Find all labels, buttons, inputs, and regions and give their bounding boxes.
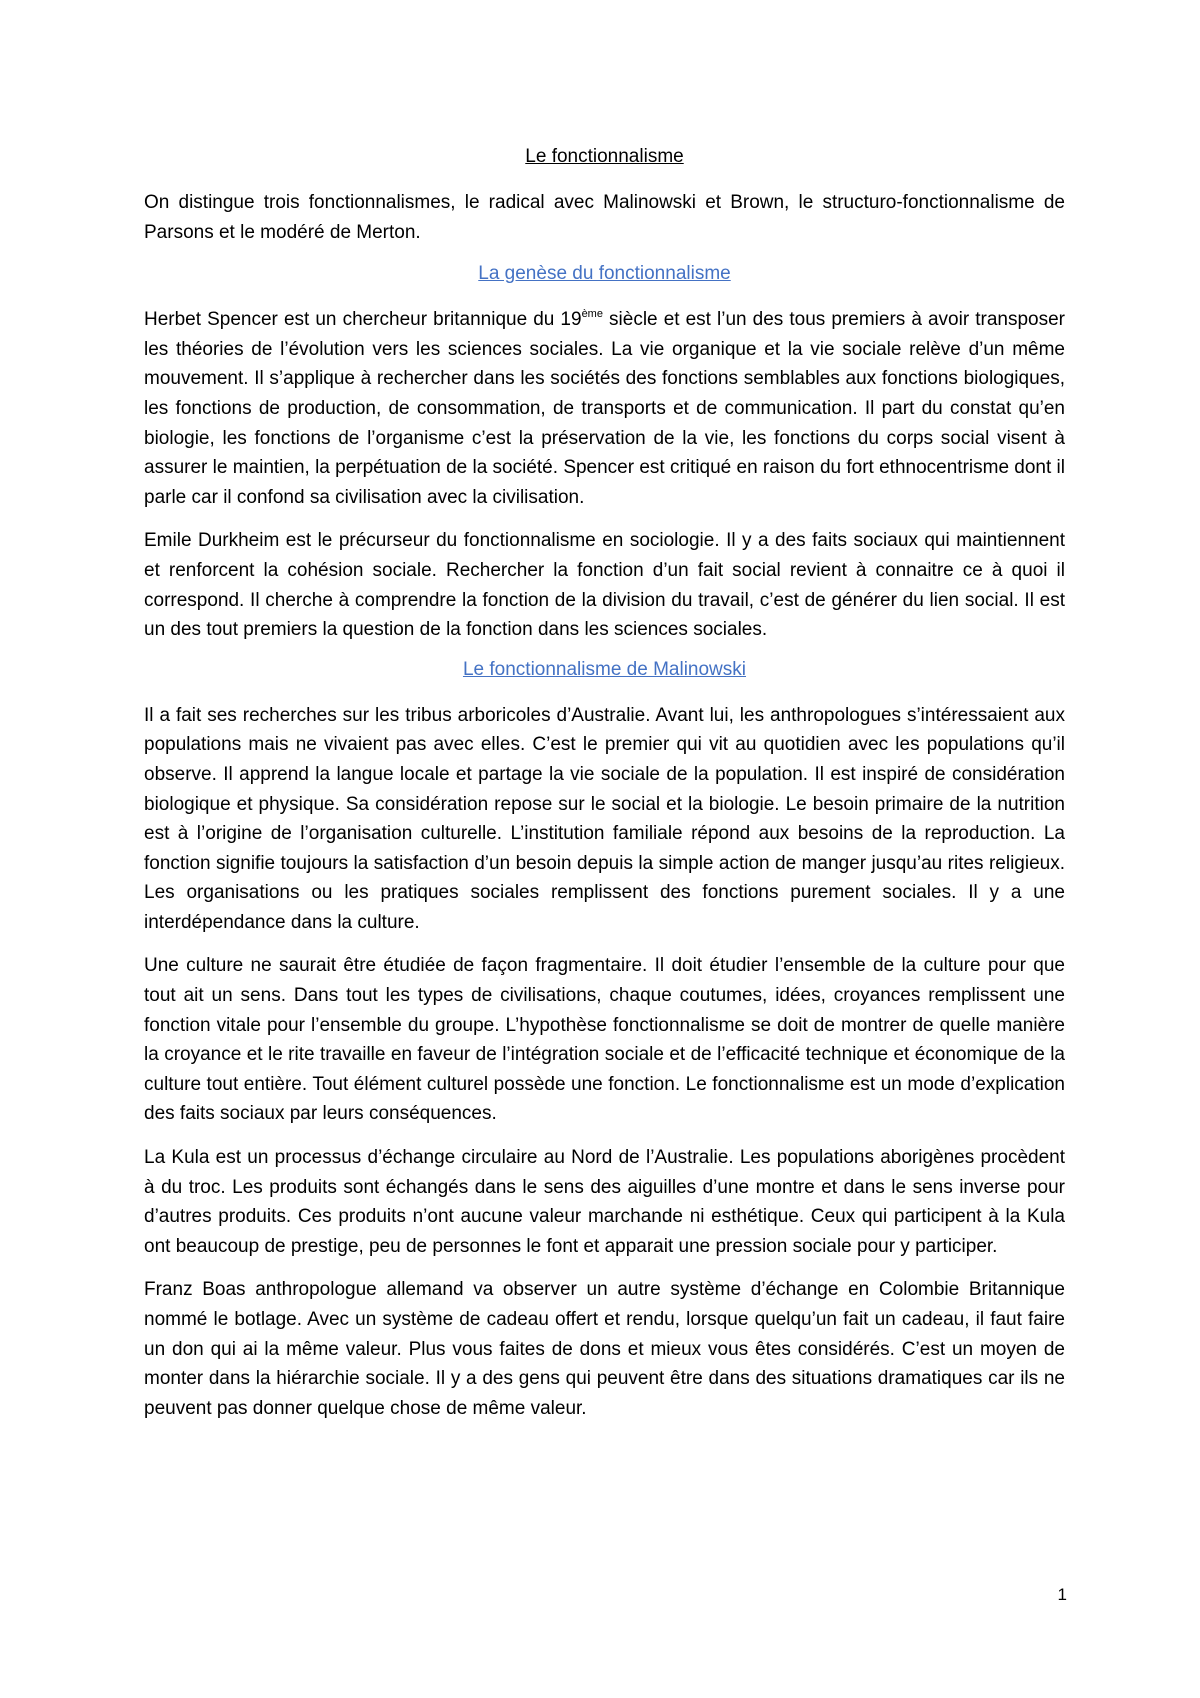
paragraph-spencer-rest: siècle et est l’un des tous premiers à avoir transposer les théories de l’évolution vers les sciences sociales. La vie organique et la vie sociale relève d’un même mouvement. Il s’applique à rechercher dans les sociétés des fonctions semblables aux fonctions biologiques, les fonctions de production, de consommation, de transports et de communication. Il part du constat qu’en biologie, les fonctions de l’organisme c’est la préservation de la vie, les fonctions du corps social visent à assurer le maintien, la perpétuation de la société. Spencer est critiqué en raison du fort ethnocentrisme dont il parle car il confond sa civilisation avec la civilisation. xyxy=(144,309,1065,508)
superscript-eme: ème xyxy=(581,308,603,321)
section-heading-malinowski: Le fonctionnalisme de Malinowski xyxy=(462,658,747,680)
page-number: 1 xyxy=(1057,1585,1067,1604)
section-heading-genese: La genèse du fonctionnalisme xyxy=(478,263,731,285)
paragraph-malinowski-research: Il a fait ses recherches sur les tribus arboricoles d’Australie. Avant lui, les anthropologues s’intéressaient aux populations mais ne vivaient pas avec elles. C’est le premier qui vit au quotidien avec les populations qu’il observe. Il apprend la langue locale et partage la vie sociale de la population. Il est inspiré de considération biologique et physique. Sa considération repose sur le social et la biologie. Le besoin primaire de la nutrition est à l’origine de l’organisation culturelle. L’institution familiale répond aux besoins de la reproduction. La fonction signifie toujours la satisfaction d’un besoin depuis la simple action de manger jusqu’au rites religieux. Les organisations ou les pratiques sociales remplissent des fonctions purement sociales. Il y a une interdépendance dans la culture. xyxy=(144,704,1065,933)
paragraph-spencer-start: Herbet Spencer est un chercheur britannique du 19 xyxy=(144,309,582,331)
document-title: Le fonctionnalisme xyxy=(525,146,684,167)
paragraph-spencer xyxy=(144,305,1065,512)
paragraph-boas: Franz Boas anthropologue allemand va observer un autre système d’échange en Colombie Britannique nommé le botlage. Avec un système de cadeau offert et rendu, lorsque quelqu’un fait un cadeau, il faut faire un don qui ai la même valeur. Plus vous faites de dons et mieux vous êtes considérés. C’est un moyen de monter dans la hiérarchie sociale. Il y a des gens qui peuvent être dans des situations dramatiques car ils ne peuvent pas donner quelque chose de même valeur. xyxy=(144,1279,1065,1419)
intro-paragraph: On distingue trois fonctionnalismes, le radical avec Malinowski et Brown, le structuro-fonctionnalisme de Parsons et le modéré de Merton. xyxy=(144,192,1065,243)
document-body xyxy=(144,146,1065,1437)
paragraph-kula: La Kula est un processus d’échange circulaire au Nord de l’Australie. Les populations aborigènes procèdent à du troc. Les produits sont échangés dans le sens des aiguilles d’une montre et dans le sens inverse pour d’autres produits. Ces produits n’ont aucune valeur marchande ni esthétique. Ceux qui participent à la Kula ont beaucoup de prestige, peu de personnes le font et apparait une pression sociale pour y participer. xyxy=(144,1147,1065,1257)
paragraph-culture: Une culture ne saurait être étudiée de façon fragmentaire. Il doit étudier l’ensemble de la culture pour que tout ait un sens. Dans tout les types de civilisations, chaque coutumes, idées, croyances remplissent une fonction vitale pour l’ensemble du groupe. L’hypothèse fonctionnalisme se doit de montrer de quelle manière la croyance et le rite travaille en faveur de l’intégration sociale et de l’efficacité technique et économique de la culture tout entière. Tout élément culturel possède une fonction. Le fonctionnalisme est un mode d’explication des faits sociaux par leurs conséquences. xyxy=(144,955,1065,1125)
paragraph-durkheim: Emile Durkheim est le précurseur du fonctionnalisme en sociologie. Il y a des faits sociaux qui maintiennent et renforcent la cohésion sociale. Rechercher la fonction d’un fait social revient à connaitre ce à quoi il correspond. Il cherche à comprendre la fonction de la division du travail, c’est de générer du lien social. Il est un des tout premiers la question de la fonction dans les sciences sociales. xyxy=(144,530,1065,641)
